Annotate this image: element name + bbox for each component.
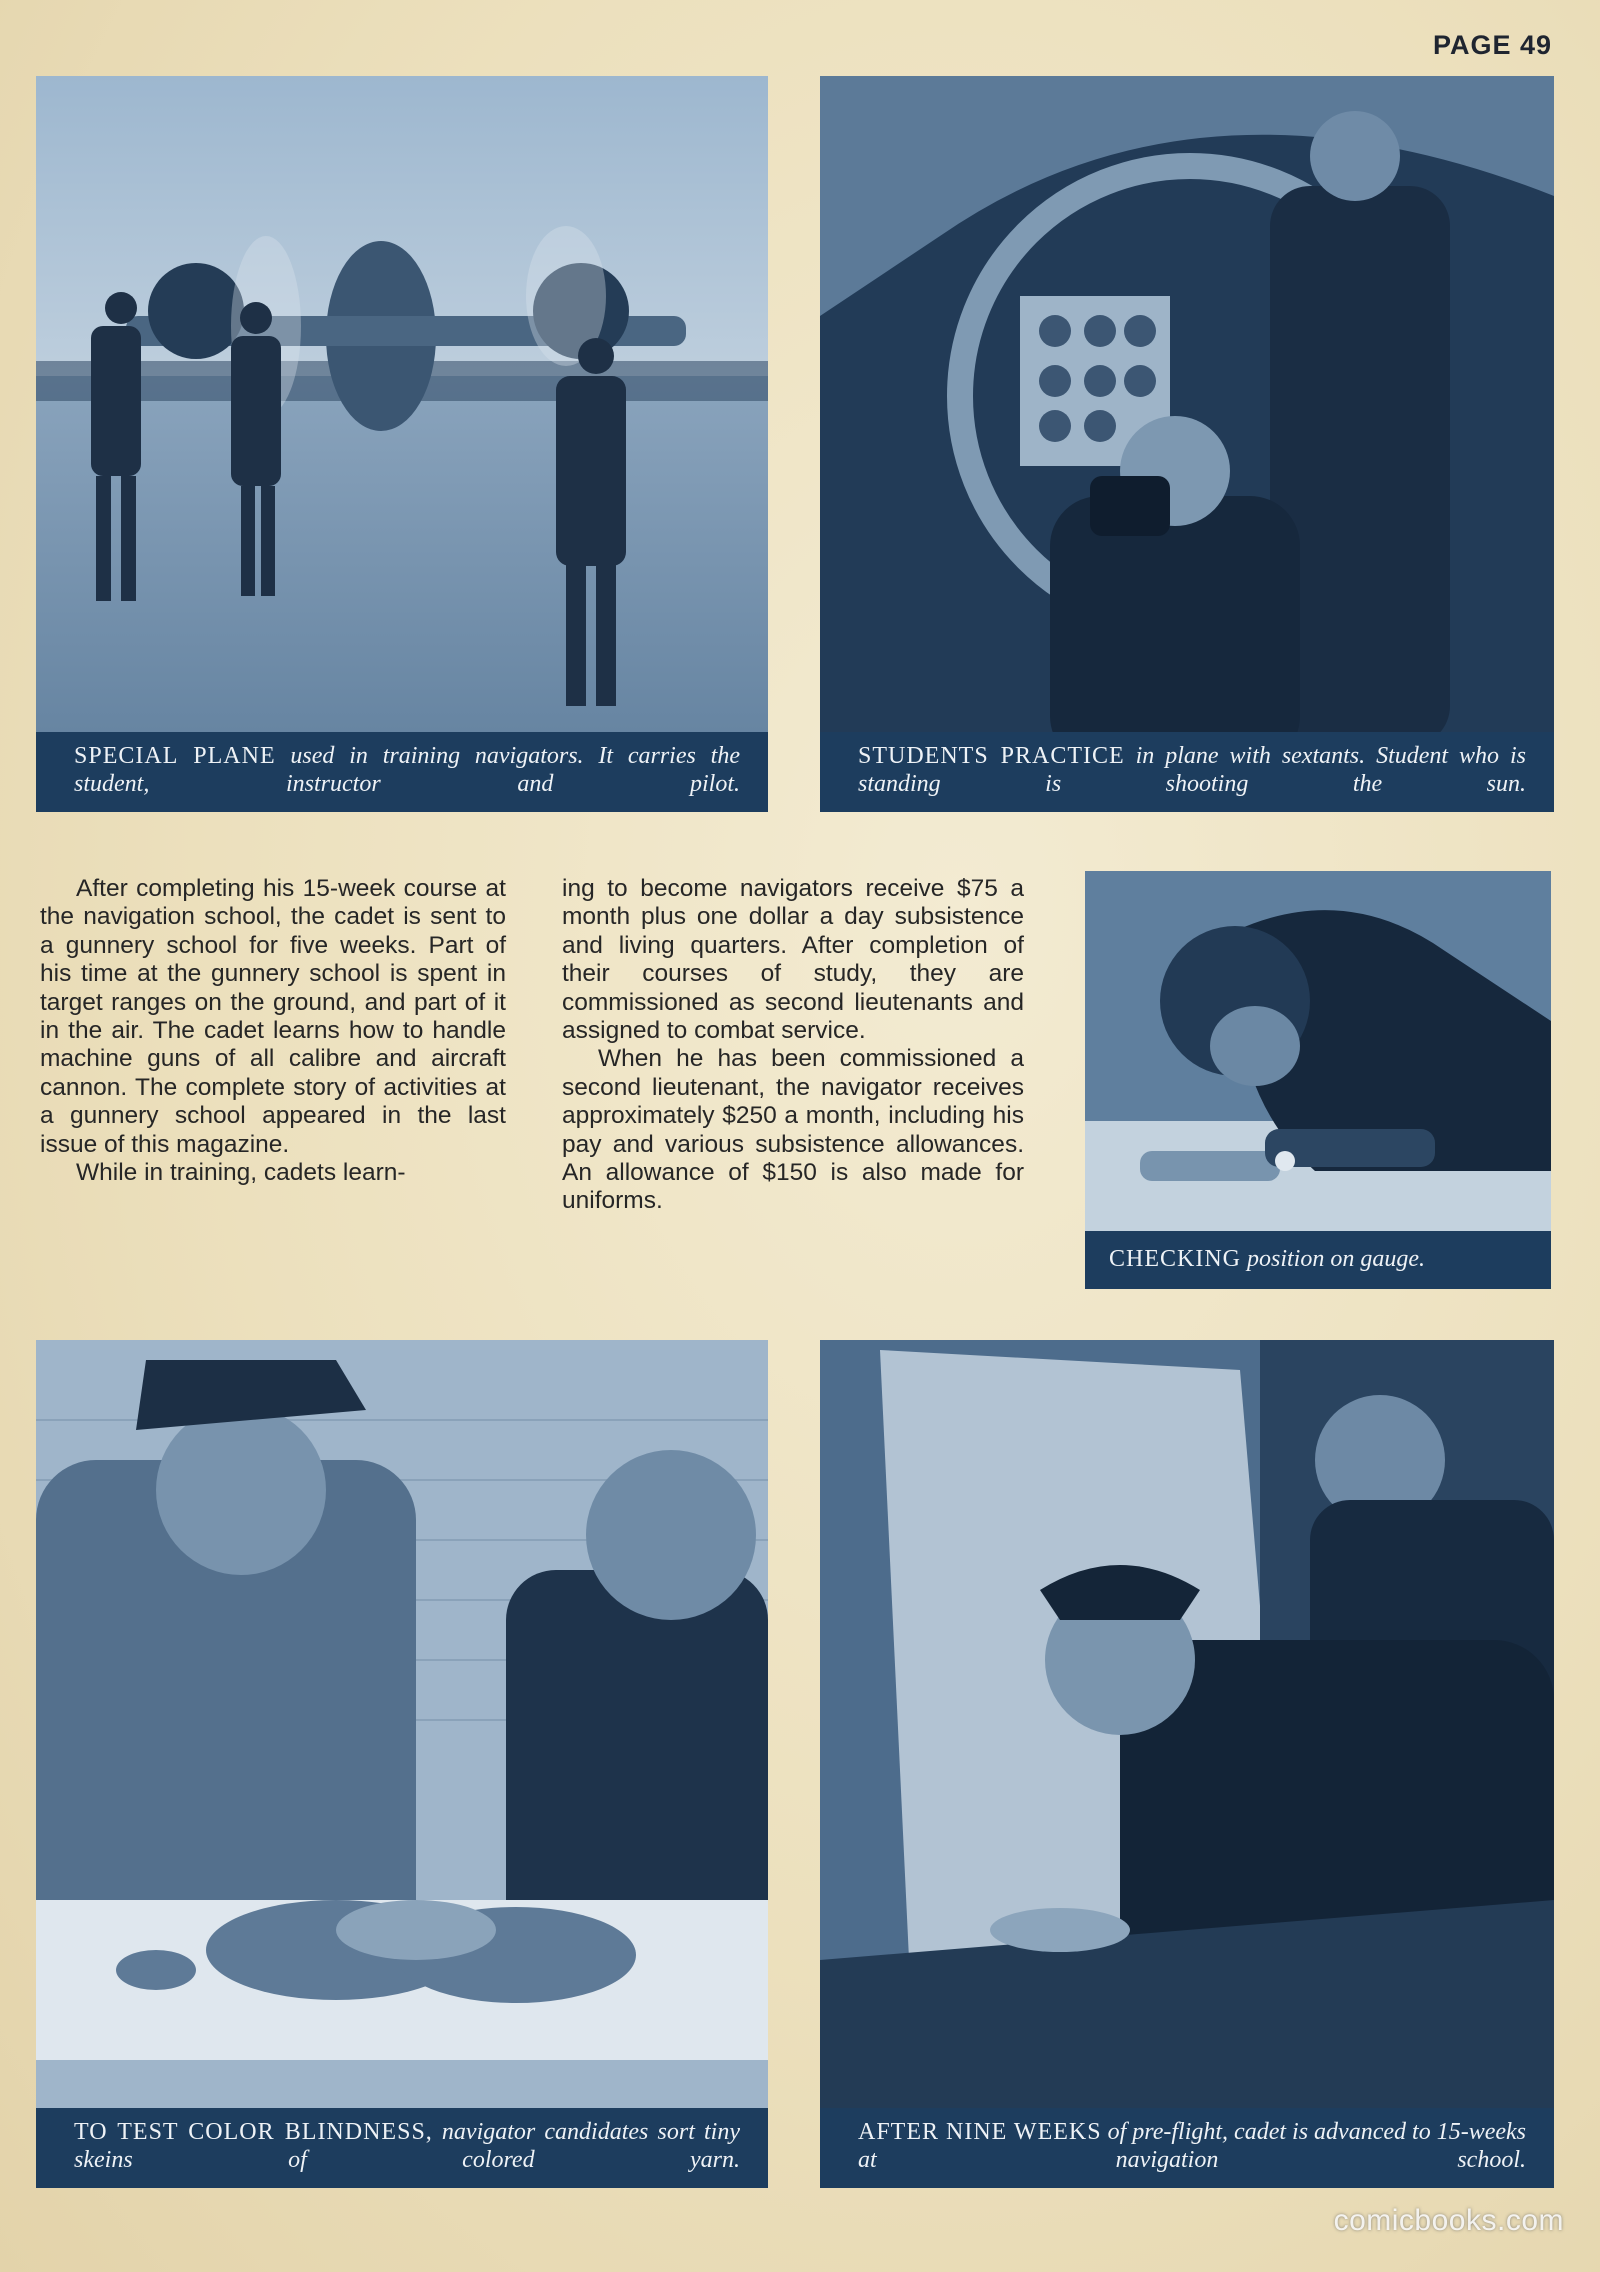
caption-students-practice [820, 732, 1554, 812]
caption-text: of pre-flight, cadet is advanced to 15-weeks at navigation school. [858, 2119, 1526, 2173]
cockpit-photo-illustration [820, 76, 1554, 812]
yarn-photo-illustration [36, 1340, 768, 2188]
article-paragraph: After completing his 15-week course at the navigation school, the cadet is sent to a gunnery school for five weeks. Part of his time at the gunnery school is spent in target ranges on the ground, and part of it in the air. The cadet learns how to handle machine guns of all calibre and aircraft cannon. The complete story of activities at a gunnery school appeared in the last issue of this magazine. [40, 875, 506, 1158]
article-paragraph: When he has been commissioned a second lieutenant, the navigator receives approximately $250 a month, including his pay and various subsistence allowances. An allowance of $150 is also made for uniforms. [562, 1045, 1024, 1215]
caption-special-plane [36, 732, 768, 812]
caption-lead: SPECIAL PLANE [74, 743, 276, 769]
article-paragraph: While in training, cadets learn- [76, 1159, 406, 1187]
photo-students-practice [820, 76, 1554, 812]
article-paragraph: ing to become navigators receive $75 a month plus one dollar a day subsistence and living quarters. After completion of their courses of study, they are commissioned as second lieutenants and assigned to combat service. [562, 875, 1024, 1045]
caption-nine-weeks [820, 2108, 1554, 2188]
caption-lead: TO TEST COLOR BLINDNESS, [74, 2119, 433, 2145]
checking-photo-illustration [1085, 871, 1551, 1289]
photo-checking [1085, 871, 1551, 1289]
plane-photo-illustration [36, 76, 768, 812]
chart-table-photo-illustration [820, 1340, 1554, 2188]
caption-lead: STUDENTS PRACTICE [858, 743, 1125, 769]
caption-checking [1085, 1231, 1551, 1289]
caption-text: position on gauge. [1241, 1246, 1425, 1272]
article-column-1 [40, 875, 506, 1187]
page-number: PAGE 49 [1432, 30, 1552, 60]
caption-text: navigator candidates sort tiny skeins of colored yarn. [74, 2119, 740, 2173]
caption-color-blindness [36, 2108, 768, 2188]
site-watermark: comicbooks.com [1333, 2204, 1564, 2237]
photo-special-plane [36, 76, 768, 812]
photo-color-blindness [36, 1340, 768, 2188]
article-column-2 [562, 875, 1024, 1216]
photo-nine-weeks [820, 1340, 1554, 2188]
caption-lead: CHECKING [1109, 1246, 1241, 1272]
caption-text: used in training navigators. It carries the student, instructor and pilot. [74, 743, 740, 797]
caption-lead: AFTER NINE WEEKS [858, 2119, 1102, 2145]
caption-text: in plane with sextants. Student who is standing is shooting the sun. [858, 743, 1527, 797]
